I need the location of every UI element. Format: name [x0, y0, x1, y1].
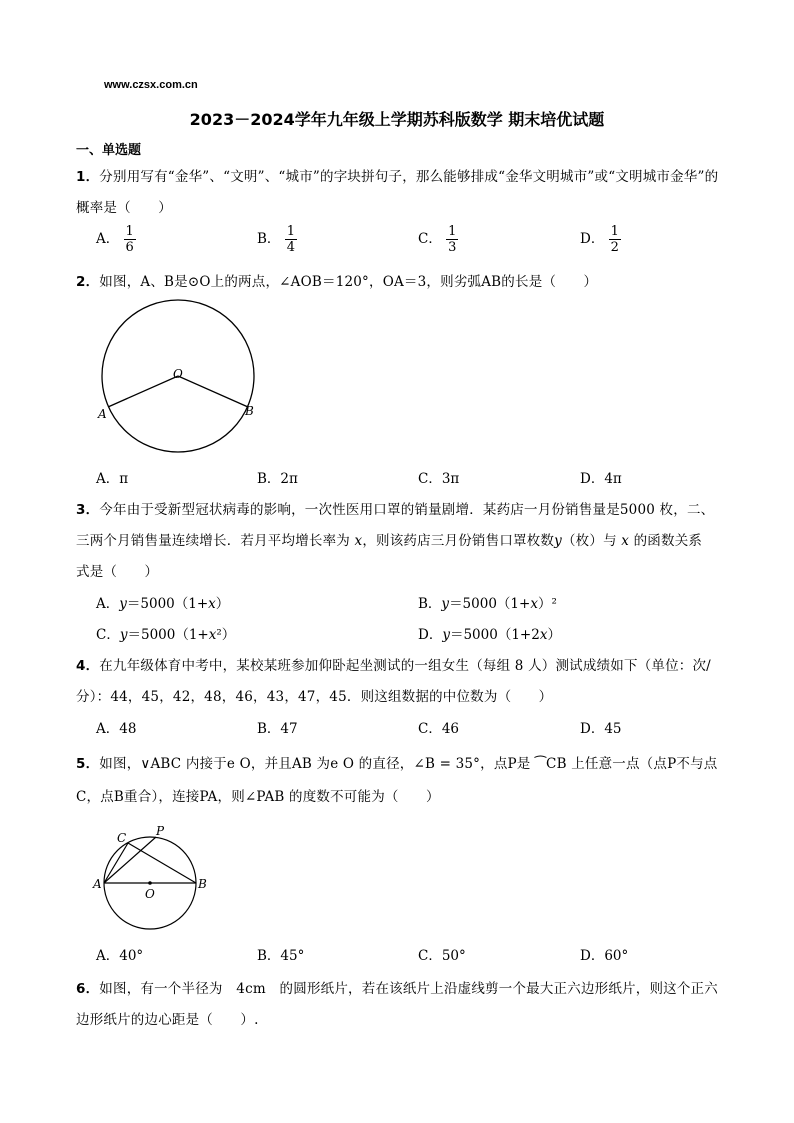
label-a: A: [93, 877, 102, 891]
question-text: 在九年级体育中考中，某校某班参加仰卧起坐测试的一组女生（每组 8 人）测试成绩如下（单位：次/: [99, 658, 711, 674]
section-title: 一、单选题: [76, 143, 142, 158]
question-3-line-1: [76, 498, 714, 518]
fraction: $\frac{1}{4}$: [286, 224, 295, 255]
label-c: C: [117, 831, 127, 845]
q3-option-d: D．y＝5000（1+2x）: [418, 627, 561, 643]
segment-cb: [128, 843, 196, 883]
question-6-line-2: 边形纸片的边心距是（ ）.: [76, 1012, 259, 1028]
q2-option-d: D．4π: [580, 471, 622, 487]
question-6-line-1: [76, 977, 718, 997]
question-3-line-3: 式是（ ）: [76, 564, 159, 580]
question-2-line-1: [76, 270, 597, 290]
center-point: [148, 881, 152, 885]
q3-option-b: B．y＝5000（1+x）²: [418, 596, 557, 612]
q5-option-c: C．50°: [418, 948, 466, 964]
q2-option-a: A．π: [96, 471, 129, 487]
question-text: 如图，∨ABC 内接于e O，并且AB 为e O 的直径，∠B = 35°，点P是 ⁀CB 上任意一点（点P不与点: [99, 756, 718, 772]
question-number: 1．: [76, 169, 100, 185]
q1-option-d: D． $\frac{1}{2}$: [580, 224, 619, 255]
question-number: 4．: [76, 658, 100, 674]
question-1-line-2: 概率是（ ）: [76, 200, 172, 216]
q1-option-a: A． $\frac{1}{6}$: [96, 224, 134, 255]
q5-inscribed-triangle-figure: [90, 820, 220, 940]
question-number: 3．: [76, 502, 100, 518]
q2-circle-figure: [92, 296, 272, 466]
question-3-line-2: 三两个月销售量连续增长．若月平均增长率为 x，则该药店三月份销售口罩枚数y（枚）与 x 的函数关系: [76, 533, 703, 549]
question-1-line-1: [76, 165, 718, 185]
fraction: $\frac{1}{3}$: [448, 224, 457, 255]
fraction: $\frac{1}{6}$: [125, 224, 134, 255]
question-5-line-1: [76, 752, 717, 772]
radius-ob: [178, 376, 248, 407]
q3-option-c: C．y＝5000（1+x²）: [96, 627, 236, 643]
question-text: 如图，A、B是⊙O上的两点，∠AOB＝120°，OA＝3，则劣弧AB的长是（ ）: [99, 274, 598, 290]
q5-option-d: D．60°: [580, 948, 629, 964]
label-b: B: [245, 404, 254, 418]
q1-option-b: B． $\frac{1}{4}$: [257, 224, 295, 255]
question-4-line-1: [76, 654, 711, 674]
question-5-line-2: C，点B重合），连接PA，则∠PAB 的度数不可能为（ ）: [76, 789, 440, 805]
label-p: P: [156, 824, 165, 838]
q5-option-a: A．40°: [96, 948, 144, 964]
question-number: 6．: [76, 981, 100, 997]
segment-ac: [104, 843, 128, 883]
q4-option-b: B．47: [257, 721, 298, 737]
question-number: 2．: [76, 274, 100, 290]
q4-option-a: A．48: [96, 721, 137, 737]
q2-option-b: B．2π: [257, 471, 298, 487]
q5-option-b: B．45°: [257, 948, 305, 964]
source-url[interactable]: www.czsx.com.cn: [104, 79, 198, 91]
fraction: $\frac{1}{2}$: [610, 224, 619, 255]
q1-option-c: C． $\frac{1}{3}$: [418, 224, 457, 255]
q4-option-c: C．46: [418, 721, 460, 737]
page-title: 2023－2024学年九年级上学期苏科版数学 期末培优试题: [189, 110, 605, 129]
question-number: 5．: [76, 756, 100, 772]
question-text: 如图，有一个半径为 4cm 的圆形纸片，若在该纸片上沿虚线剪一个最大正六边形纸片，则这个正六: [99, 981, 718, 997]
question-4-line-2: 分）：44，45，42，48，46，43，47，45．则这组数据的中位数为（ ）: [76, 689, 553, 705]
q3-option-a: A．y＝5000（1+x）: [96, 596, 230, 612]
label-a: A: [98, 407, 107, 421]
q2-option-c: C．3π: [418, 471, 460, 487]
label-o: O: [145, 887, 155, 901]
q4-option-d: D．45: [580, 721, 622, 737]
question-text: 今年由于受新型冠状病毒的影响，一次性医用口罩的销量剧增．某药店一月份销售量是5000 枚，二、: [99, 502, 715, 518]
radius-oa: [108, 376, 178, 407]
label-o: O: [173, 367, 183, 381]
label-b: B: [198, 877, 207, 891]
question-text: 分别用写有“金华”、“文明”、“城市”的字块拼句子，那么能够排成“金华文明城市”或“文明城市金华”的: [99, 169, 719, 185]
